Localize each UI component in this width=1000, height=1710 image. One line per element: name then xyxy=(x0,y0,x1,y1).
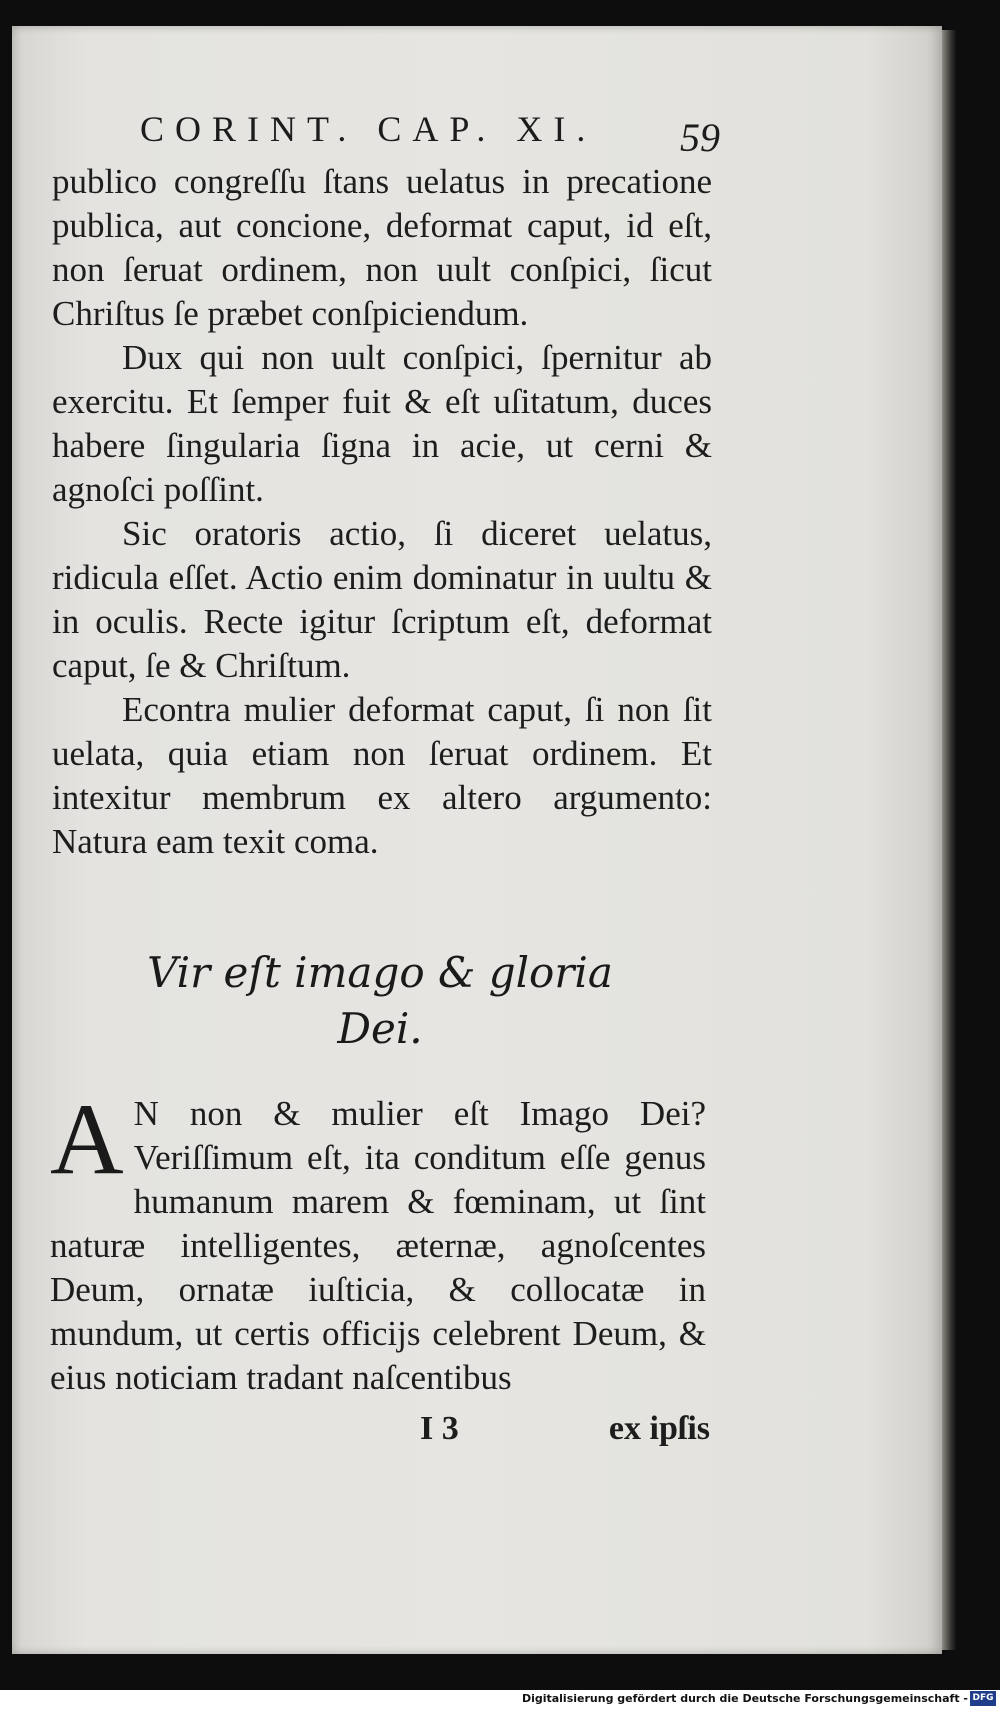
paragraph-3: Sic oratoris actio, ſi diceret uelatus, ridicula eſſet. Actio enim dominatur in uultu & in oculis. Recte igitur ſcriptum eſt, deformat caput, ſe & Chriſtum. xyxy=(52,514,712,685)
section-heading-line-2: Dei. xyxy=(337,1004,423,1053)
signature-mark: I 3 xyxy=(420,1410,459,1447)
page-number: 59 xyxy=(680,115,720,160)
dfg-logo-icon: DFG xyxy=(970,1691,996,1706)
paragraph-2: Dux qui non uult conſpici, ſpernitur ab exercitu. Et ſemper fuit & eſt uſitatum, duces habere ſingularia ſigna in acie, ut cerni & agnoſci poſſint. xyxy=(52,338,712,509)
body-text-after-heading xyxy=(50,1083,706,1400)
signature-line xyxy=(420,1410,710,1454)
paragraph-5: N non & mulier eſt Imago Dei? Veriſſimum eſt, ita conditum eſſe genus humanum marem & fœminam, ut ſint naturæ intelligentes, æternæ, agnoſcentes Deum, ornatæ iuſticia, & collocatæ in mundum, ut certis officijs celebrent Deum, & eius noticiam tradant naſcentibus xyxy=(50,1094,706,1397)
catchword: ex ipſis xyxy=(608,1410,710,1447)
section-heading-line-1: Vir eſt imago & gloria xyxy=(147,948,613,997)
page-edge-shadow xyxy=(942,30,956,1650)
paragraph-1: publico congreſſu ſtans uelatus in precatione publica, aut concione, deformat caput, id eſt, non ſeruat ordinem, non uult conſpici, ſicut Chriſtus ſe præbet conſpiciendum. xyxy=(52,162,712,333)
section-heading xyxy=(130,945,630,1057)
paragraph-4: Econtra mulier deformat caput, ſi non ſit uelata, quia etiam non ſeruat ordinem. Et intexitur membrum ex altero argumento: Natura eam texit coma. xyxy=(52,690,712,861)
body-text xyxy=(52,160,712,864)
drop-cap-initial: A xyxy=(50,1083,124,1196)
running-head: CORINT. CAP. XI. xyxy=(140,109,597,149)
digitization-credit: Digitalisierung gefördert durch die Deutsche Forschungsgemeinschaft - xyxy=(521,1692,968,1705)
